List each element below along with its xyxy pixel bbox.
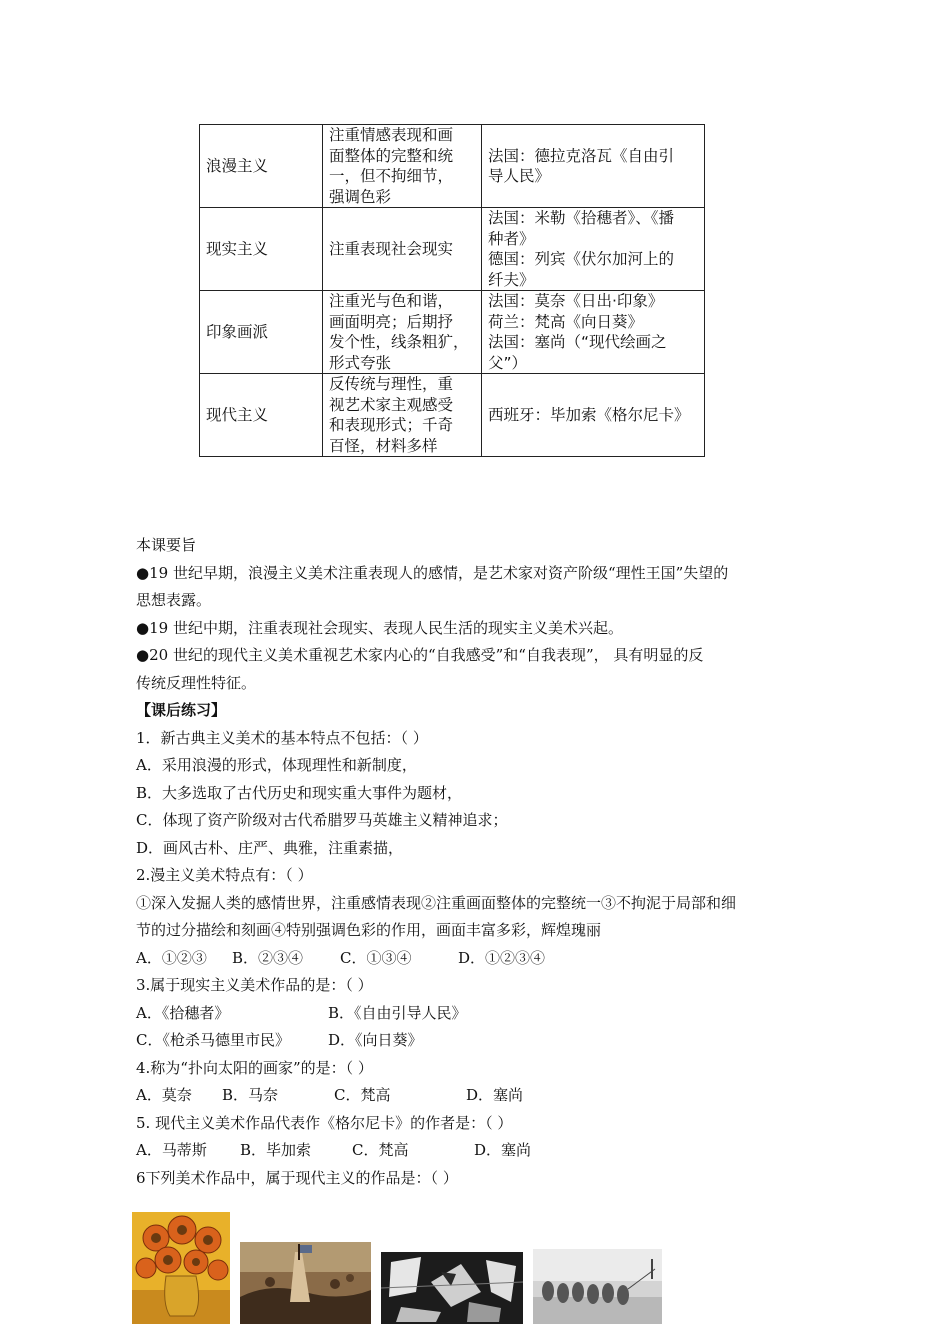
liberty-leading-the-people-image xyxy=(240,1242,371,1324)
question-6: 6下列美术作品中，属于现代主义的作品是：（ ） xyxy=(136,1168,458,1187)
question-2: 2.漫主义美术特点有：（ ） xyxy=(136,866,313,884)
question-1: 1．新古典主义美术的基本特点不包括：（ ） xyxy=(136,728,428,747)
features-cell: 注重表现社会现实 xyxy=(323,208,482,291)
option: C．①③④ xyxy=(340,948,412,967)
option: B．马奈 xyxy=(222,1086,279,1104)
question-2-statements-cont: 节的过分描绘和刻画④特别强调色彩的作用，画面丰富多彩，辉煌瑰丽 xyxy=(136,921,602,939)
question-4-options xyxy=(136,1082,826,1110)
question-3: 3.属于现实主义美术作品的是：（ ） xyxy=(136,976,373,994)
artwork-images xyxy=(132,1212,672,1332)
option: C．《枪杀马德里市民》 xyxy=(136,1031,290,1049)
table-row xyxy=(200,208,705,291)
works-cell: 法国：米勒《拾穗者》、《播 种者》 德国：列宾《伏尔加河上的 纤夫》 xyxy=(482,208,705,291)
question-2-options xyxy=(136,945,826,973)
option: B．大多选取了古代历史和现实重大事件为题材， xyxy=(136,783,463,802)
summary-point: ●19 世纪早期，浪漫主义美术注重表现人的感情，是艺术家对资产阶级“理性王国”失望的 xyxy=(136,563,729,582)
option: A．《拾穗者》 xyxy=(136,1003,230,1022)
document-body xyxy=(136,532,826,1192)
style-cell: 浪漫主义 xyxy=(200,125,323,208)
option: C．体现了资产阶级对古代希腊罗马英雄主义精神追求； xyxy=(136,811,508,829)
features-cell: 反传统与理性，重 视艺术家主观感受 和表现形式；千奇 百怪，材料多样 xyxy=(323,374,482,457)
exercise-heading: 【课后练习】 xyxy=(136,701,227,719)
works-cell: 法国：莫奈《日出·印象》 荷兰：梵高《向日葵》 法国：塞尚（“现代绘画之 父”） xyxy=(482,291,705,374)
option: D．①②③④ xyxy=(458,948,546,967)
guernica-image xyxy=(381,1252,523,1324)
summary-point-cont: 传统反理性特征。 xyxy=(136,673,257,692)
table-row xyxy=(200,374,705,457)
option: D．《向日葵》 xyxy=(328,1031,423,1049)
option: B．毕加索 xyxy=(240,1141,312,1159)
features-cell: 注重情感表现和画 面整体的完整和统 一，但不拘细节， 强调色彩 xyxy=(323,125,482,208)
option: A．马蒂斯 xyxy=(136,1141,207,1159)
style-cell: 印象画派 xyxy=(200,291,323,374)
option: B．《自由引导人民》 xyxy=(328,1003,467,1022)
summary-point-cont: 思想表露。 xyxy=(136,591,212,609)
art-style-table xyxy=(199,124,705,457)
summary-point: ●19 世纪中期，注重表现社会现实、表现人民生活的现实主义美术兴起。 xyxy=(136,618,623,637)
table-row xyxy=(200,291,705,374)
option: C．梵高 xyxy=(334,1086,391,1104)
option: A．莫奈 xyxy=(136,1086,192,1104)
features-cell: 注重光与色和谐， 画面明亮；后期抒 发个性，线条粗犷， 形式夸张 xyxy=(323,291,482,374)
summary-point: ●20 世纪的现代主义美术重视艺术家内心的“自我感受”和“自我表现”， 具有明显的反 xyxy=(136,646,704,664)
question-2-statements: ①深入发掘人类的感情世界，注重感情表现②注重画面整体的完整统一③不拘泥于局部和细 xyxy=(136,893,737,912)
option: A．采用浪漫的形式，体现理性和新制度， xyxy=(136,756,417,774)
summary-heading: 本课要旨 xyxy=(136,536,197,554)
table-row xyxy=(200,125,705,208)
sunflowers-image xyxy=(132,1212,230,1324)
question-3-options xyxy=(136,1000,826,1028)
barge-haulers-image xyxy=(533,1249,662,1324)
works-cell: 西班牙：毕加索《格尔尼卡》 xyxy=(482,374,705,457)
question-3-options xyxy=(136,1027,826,1055)
option: B．②③④ xyxy=(232,948,304,967)
question-5-options xyxy=(136,1137,826,1165)
question-4: 4.称为“扑向太阳的画家”的是：（ ） xyxy=(136,1058,373,1077)
works-cell: 法国：德拉克洛瓦《自由引 导人民》 xyxy=(482,125,705,208)
option: D．塞尚 xyxy=(466,1086,524,1104)
style-cell: 现代主义 xyxy=(200,374,323,457)
style-cell: 现实主义 xyxy=(200,208,323,291)
question-5: 5. 现代主义美术作品代表作《格尔尼卡》的作者是：（ ） xyxy=(136,1113,513,1132)
option: A．①②③ xyxy=(136,948,207,967)
option: D．画风古朴、庄严、典雅，注重素描， xyxy=(136,838,404,857)
option: D．塞尚 xyxy=(474,1141,532,1159)
option: C．梵高 xyxy=(352,1141,409,1159)
